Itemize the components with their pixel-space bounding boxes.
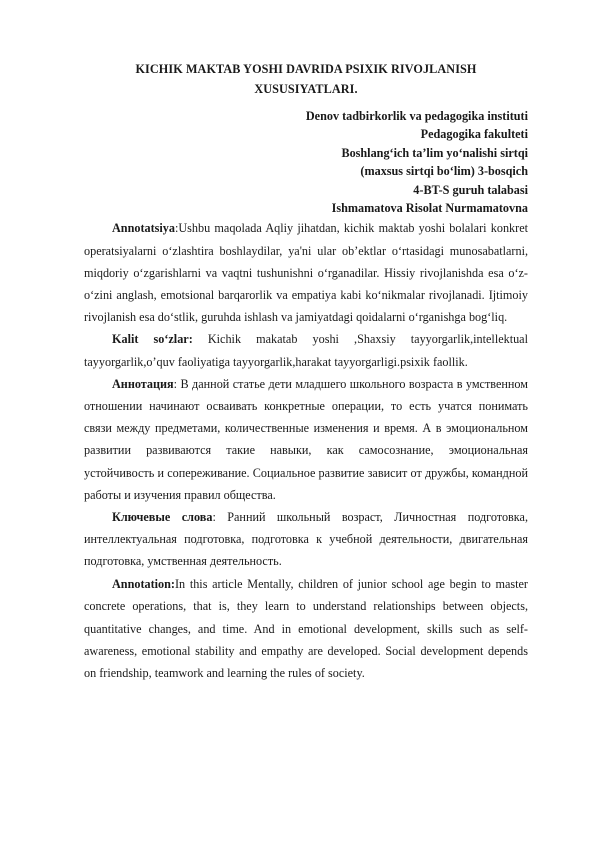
author-faculty: Pedagogika fakulteti	[420, 127, 528, 142]
author-program: Boshlang‘ich ta’lim yo‘nalishi sirtqi	[341, 145, 528, 160]
author-institution: Denov tadbirkorlik va pedagogika instituti	[305, 109, 528, 123]
author-block	[84, 107, 528, 217]
author-group: 4-BT-S guruh talabasi	[413, 182, 528, 197]
abstract-en-text: In this article Mentally, children of junior school age begin to master concrete operations, that is, they learn to understand relationships between objects, quantitative changes, and time. And in emotional development, skills such as self-awareness, emotional stability and empathy are developed. Social development depends on friendship, teamwork and learning the rules of society.	[84, 576, 528, 681]
abstract-ru-text: : В данной статье дети младшего школьного возраста в умственном отношении начинают осваивать конкретные операции, то есть учатся понимать связи между предметами, количественные изменения и время. А в эмоциональном развитии развиваются такие навыки, как самосознание, эмоциональная устойчивость и сопереживание. Социальное развитие зависит от дружбы, командной работы и изучения правил общества.	[84, 376, 528, 502]
abstract-en	[84, 573, 528, 685]
abstract-uz-label: Annotatsiya	[112, 221, 175, 236]
abstract-uz	[84, 217, 528, 328]
author-name: Ishmamatova Risolat Nurmamatovna	[331, 201, 528, 216]
keywords-ru-label: Ключевые слова	[112, 510, 213, 525]
title-line-2: XUSUSIYATLARI.	[254, 82, 358, 96]
abstract-en-label: Annotation:	[112, 576, 175, 591]
keywords-uz-text: Kichik makatab yoshi ,Shaxsiy tayyorgarlik,intellektual tayyorgarlik,o’quv faoliyatiga tayyorgarlik,harakat tayyorgarligi.psixik faollik.	[84, 332, 528, 369]
keywords-ru	[84, 506, 528, 573]
abstract-uz-text: :Ushbu maqolada Aqliy jihatdan, kichik maktab yoshi bolalari konkret operatsiyalarni o‘zlashtira boshlaydilar, ya'ni ular ob’ektlar o‘rtasidagi munosabatlarni, miqdoriy o‘zgarishlarni va vaqtni tushunishni o‘rganadilar. Hissiy rivojlanishda esa o‘z-o‘zini anglash, emotsional barqarorlik va empatiya kabi ko‘nikmalar rivojlanadi. Ijtimoiy rivojlanish esa do‘stlik, guruhda ishlash va jamiyatdagi qoidalarni o‘rganishga bog‘liq.	[84, 221, 528, 325]
abstract-ru	[84, 373, 528, 506]
article-title	[84, 0, 528, 99]
author-course: (maxsus sirtqi bo‘lim) 3-bosqich	[360, 164, 528, 179]
document-page	[84, 0, 528, 685]
title-line-1: KICHIK MAKTAB YOSHI DAVRIDA PSIXIK RIVOJLANISH	[135, 62, 477, 76]
abstract-ru-label: Аннотация	[112, 376, 174, 391]
keywords-ru-text: : Ранний школьный возраст, Личностная подготовка, интеллектуальная подготовка, подготовка к учебной деятельности, двигательная подготовка, умственная деятельность.	[84, 510, 528, 569]
keywords-uz-label: Kalit so‘zlar:	[112, 332, 193, 347]
keywords-uz	[84, 328, 528, 372]
